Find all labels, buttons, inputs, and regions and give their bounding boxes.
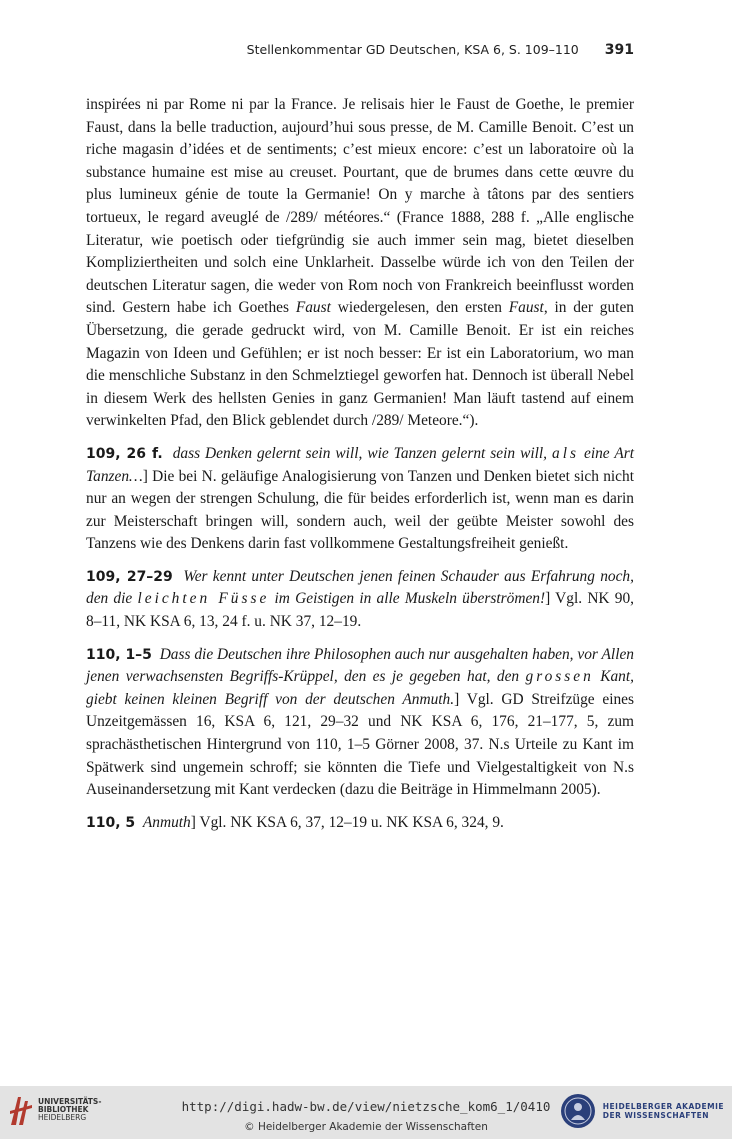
entry-reference: 110, 1–5 — [86, 646, 152, 663]
paragraph-text: inspirées ni par Rome ni par la France. Je relisais hier le Faust de Goethe, le premier Faust, dans la belle traduction, aujourd’hui sous presse, de M. Camille Benoit. C’est un riche magasin d’idées et de sentiments; c’est mieux encore: c’est un laboratoire où la substance humaine est mise au creuset. Pourtant, que de brumes dans cette œuvre du plus lumineux génie de toute la Germanie! On y marche à tâtons par des sentiers tortueux, le regard aveuglé de /289/ météores.“ (France 1888, 288 f. „Alle englische Literatur, wie poetisch oder tiefgründig sie auch immer sein mag, bietet dieselben Kompliziertheiten und solch eine Unklarheit. Dasselbe würde ich von den Teilen der deutschen Literatur sagen, die weder von Rom noch von Frankreich beeinflusst worden sind. Gestern habe ich Goethes — [86, 96, 634, 317]
entry-lemma: im Geistigen in alle Muskeln überströmen! — [274, 590, 546, 608]
academy-seal-icon — [559, 1092, 597, 1130]
entry-reference: 110, 5 — [86, 814, 136, 831]
running-title: Stellenkommentar GD Deutschen, KSA 6, S. 109–110 — [246, 42, 579, 57]
italic-title-faust: Faust — [508, 299, 544, 317]
page-number: 391 — [604, 42, 634, 58]
logo-text-line: BIBLIOTHEK — [38, 1105, 89, 1114]
logo-text-line: UNIVERSITÄTS- — [38, 1097, 102, 1106]
logo-text-line: HEIDELBERG — [38, 1113, 87, 1122]
copyright-notice: © Heidelberger Akademie der Wissenschaften — [244, 1121, 488, 1133]
entry-lemma: dass Denken gelernt sein will, wie Tanzen gelernt sein will, — [172, 444, 548, 462]
commentary-entry — [86, 566, 634, 634]
entry-text: ] Die bei N. geläufige Analogisierung von Tanzen und Denken bietet sich nicht nur an wegen der strengen Schulung, die für beides erforderlich ist, wenn man es darin zur Meisterschaft bringen will, sondern auch, weil der geübte Meister sowohl des Tanzens wie des Denkens darin fast vollkommene Gestaltungsfreiheit genießt. — [86, 467, 634, 553]
logo-text-line: HEIDELBERGER AKADEMIE — [602, 1102, 724, 1111]
entry-lemma-spaced: als — [552, 444, 579, 462]
entry-lemma-spaced: grossen — [525, 668, 594, 686]
entry-text: ] Vgl. NK KSA 6, 37, 12–19 u. NK KSA 6, 324, 9. — [190, 813, 504, 831]
entry-lemma-spaced: leichten Füsse — [137, 590, 270, 608]
entry-text: ] Vgl. GD Streifzüge eines Unzeitgemässen 16, KSA 6, 121, 29–32 und NK KSA 6, 176, 21–177, 5, zum sprachästhetischen Hintergrund von 110, 1–5 Görner 2008, 37. N.s Urteile zu Kant im Spätwerk sind ungemein schroff; sie könnten die Tiefe und Vielgestaltigkeit von N.s Auseinandersetzung mit Kant verdecken (dazu die Beiträge in Himmelmann 2005). — [86, 690, 634, 799]
academy-logo — [559, 1092, 724, 1130]
commentary-entry — [86, 644, 634, 802]
entry-lemma: Kant, giebt keinen kleinen Begriff von der deutschen Anmuth. — [86, 668, 634, 708]
paragraph-text: , in der guten Übersetzung, die gerade gedruckt wird, von M. Camille Benoit. Er ist ein reiches Magazin von Ideen und Gefühlen; er ist noch besser: Er ist ein Laboratorium, wo man die menschliche Substanz in den Schmelztiegel geworfen hat. Dennoch ist überall Nebel in diesem Werk des hellsten Genies in ganz Germanien! Man läuft tastend auf einem verwinkelten Pfad, den Blick geblendet durch /289/ Meteore.“). — [86, 299, 634, 430]
logo-text-line: DER WISSENSCHAFTEN — [602, 1111, 710, 1120]
commentary-entry — [86, 443, 634, 556]
entry-reference: 109, 27–29 — [86, 568, 173, 585]
entry-lemma: Wer kennt unter Deutschen jenen feinen Schauder aus Erfahrung noch, den die — [86, 567, 634, 608]
entry-text: ] Vgl. NK 90, 8–11, NK KSA 6, 13, 24 f. u. NK 37, 12–19. — [86, 590, 635, 631]
page-body — [86, 94, 634, 844]
running-header — [86, 42, 634, 58]
source-url-link[interactable]: http://digi.hadw-bw.de/view/nietzsche_kom6_1/0410 — [181, 1099, 551, 1114]
entry-lemma: eine Art Tanzen… — [86, 444, 635, 485]
entry-lemma: Dass die Deutschen ihre Philosophen auch nur ausgehalten haben, vor Allen jenen verwachsensten Begriffs-Krüppel, den es je gegeben hat, den — [86, 645, 634, 686]
italic-title-faust: Faust — [295, 299, 331, 317]
continued-paragraph — [86, 94, 634, 433]
entry-reference: 109, 26 f. — [86, 445, 163, 462]
paragraph-text: wiedergelesen, den ersten — [330, 299, 509, 317]
commentary-entry — [86, 812, 634, 835]
entry-lemma: Anmuth — [142, 813, 191, 831]
